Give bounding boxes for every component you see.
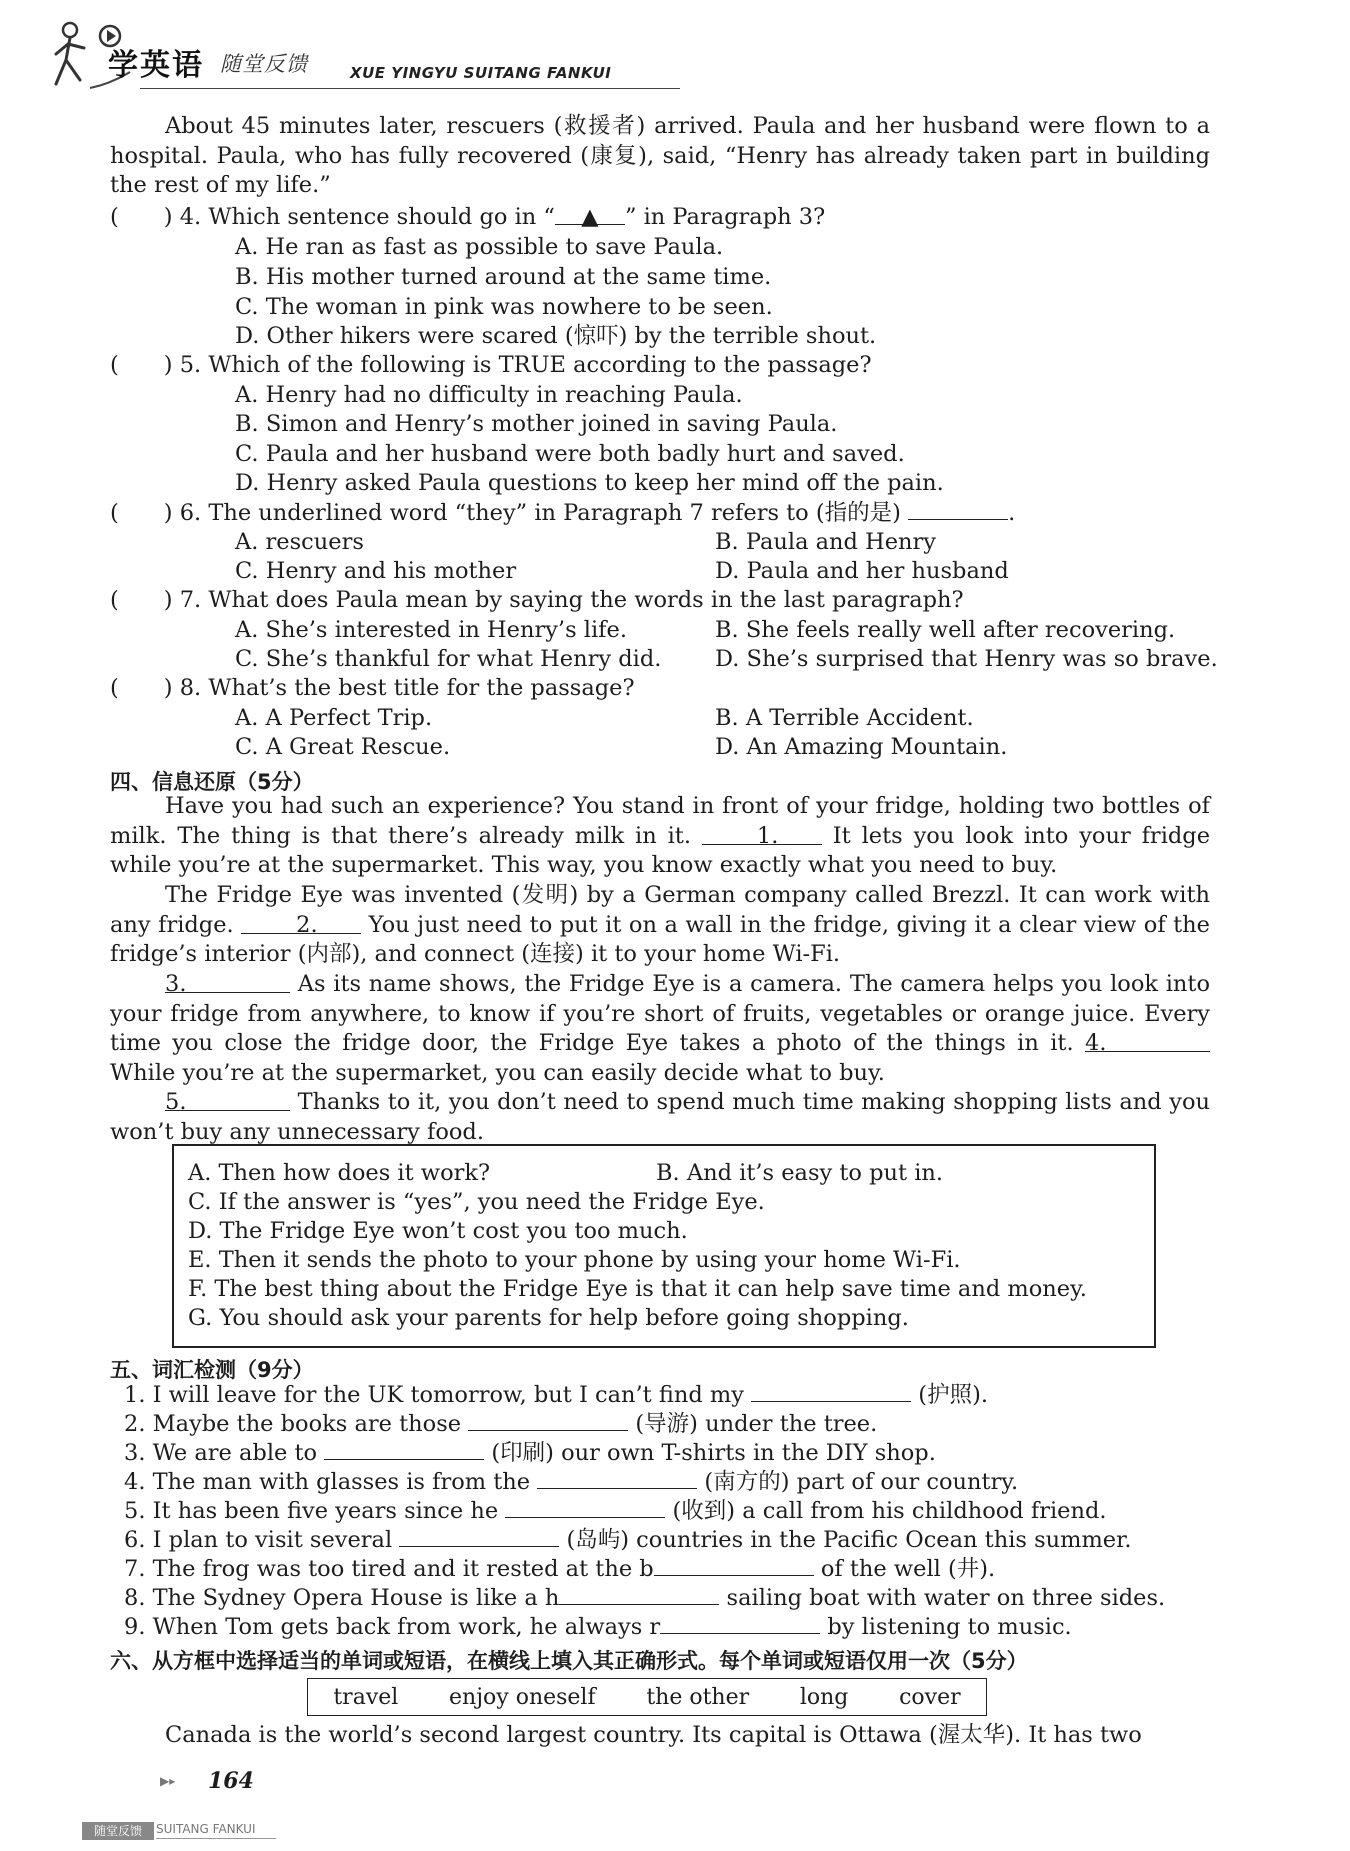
question-5: ( ) 5. Which of the following is TRUE according to the passage? bbox=[110, 352, 872, 378]
q4-option-d: D. Other hikers were scared (惊吓) by the terrible shout. bbox=[235, 323, 877, 349]
reading-paragraph: About 45 minutes later, rescuers (救援者) arrived. Paula and her husband were flown to a hospital. Paula, who has fully recovered (康复), said, “Henry has already taken part in building the rest of my life.” bbox=[110, 113, 1210, 198]
vocab-1-text: 1. I will leave for the UK tomorrow, but I can’t find my bbox=[124, 1382, 744, 1408]
vocab-6-hint: (岛屿) countries in the Pacific Ocean this summer. bbox=[566, 1527, 1132, 1553]
vocab-blank[interactable] bbox=[751, 1379, 911, 1402]
page-header bbox=[50, 14, 650, 94]
word-bank-item: long bbox=[799, 1684, 849, 1710]
blank-1[interactable] bbox=[702, 822, 822, 849]
blank-1-number: 1. bbox=[756, 822, 779, 849]
option-c: C. If the answer is “yes”, you need the Fridge Eye. bbox=[188, 1189, 765, 1215]
vocab-8-text: 8. The Sydney Opera House is like a h bbox=[124, 1585, 560, 1611]
blank-5[interactable] bbox=[165, 1088, 290, 1115]
question-4-marker bbox=[555, 202, 625, 230]
footer-english: SUITANG FANKUI bbox=[156, 1822, 256, 1836]
blank-4-number: 4. bbox=[1085, 1030, 1107, 1056]
vocab-item-4 bbox=[124, 1466, 1018, 1497]
vocab-blank[interactable] bbox=[468, 1408, 628, 1431]
word-bank-item: travel bbox=[333, 1684, 399, 1710]
header-subtitle: 随堂反馈 bbox=[220, 52, 308, 76]
vocab-3-hint: (印刷) our own T-shirts in the DIY shop. bbox=[491, 1440, 936, 1466]
vocab-7-text: 7. The frog was too tired and it rested at the b bbox=[124, 1556, 654, 1582]
vocab-blank[interactable] bbox=[559, 1582, 719, 1605]
vocab-9-hint: by listening to music. bbox=[827, 1614, 1072, 1640]
section-4-paragraph-2 bbox=[110, 881, 1210, 970]
question-6: ( ) 6. The underlined word “they” in Paragraph 7 refers to (指的是) . bbox=[110, 497, 1015, 528]
vocab-item-9 bbox=[124, 1611, 1072, 1642]
p3-text: As its name shows, the Fridge Eye is a camera. The camera helps you look into your fridge from anywhere, to know if you’re short of fruits, vegetables or orange juice. Every time you close the fridge door, the Fridge Eye takes a photo of the things in it. bbox=[110, 971, 1210, 1056]
section-4-paragraph-1 bbox=[110, 792, 1210, 881]
vocab-blank[interactable] bbox=[654, 1553, 814, 1576]
word-bank-item: cover bbox=[899, 1684, 961, 1710]
blank-5-number: 5. bbox=[165, 1089, 187, 1115]
q7-option-c: C. She’s thankful for what Henry did. bbox=[235, 646, 662, 672]
blank-3-number: 3. bbox=[165, 971, 187, 997]
vocab-2-text: 2. Maybe the books are those bbox=[124, 1411, 462, 1437]
q8-option-a: A. A Perfect Trip. bbox=[235, 705, 433, 731]
word-bank-item: the other bbox=[646, 1684, 750, 1710]
triangle-icon: ▲ bbox=[581, 204, 599, 230]
vocab-9-text: 9. When Tom gets back from work, he always r bbox=[124, 1614, 661, 1640]
vocab-item-8 bbox=[124, 1582, 1165, 1613]
q5-option-c: C. Paula and her husband were both badly hurt and saved. bbox=[235, 441, 905, 467]
q7-option-d: D. She’s surprised that Henry was so brave. bbox=[715, 646, 1218, 672]
option-a: A. Then how does it work? bbox=[188, 1160, 491, 1186]
p2-text-b: You just need to put it on a wall in the fridge, giving it a clear view of the fridge’s interior (内部), and connect (连接) it to your home Wi-Fi. bbox=[110, 911, 1210, 967]
blank-4[interactable] bbox=[1085, 1029, 1210, 1056]
section-6-passage: Canada is the world’s second largest country. Its capital is Ottawa (渥太华). It has two bbox=[165, 1722, 1142, 1748]
vocab-item-6 bbox=[124, 1524, 1132, 1555]
option-d: D. The Fridge Eye won’t cost you too much. bbox=[188, 1218, 688, 1244]
page-arrow-icon: ▶▸ bbox=[160, 1774, 176, 1788]
footer-rule bbox=[156, 1838, 276, 1839]
header-title: 学英语 bbox=[108, 48, 204, 83]
option-e: E. Then it sends the photo to your phone by using your home Wi-Fi. bbox=[188, 1247, 961, 1273]
vocab-4-text: 4. The man with glasses is from the bbox=[124, 1469, 531, 1495]
vocab-item-3 bbox=[124, 1437, 936, 1468]
answer-blank[interactable] bbox=[908, 497, 1008, 520]
vocab-7-hint: of the well (井). bbox=[820, 1556, 996, 1582]
header-rule bbox=[140, 88, 680, 89]
q7-option-b: B. She feels really well after recovering. bbox=[715, 617, 1176, 643]
q6-option-b: B. Paula and Henry bbox=[715, 529, 936, 555]
section-6-heading: 六、从方框中选择适当的单词或短语，在横线上填入其正确形式。每个单词或短语仅用一次（5分） bbox=[110, 1649, 1028, 1673]
vocab-item-7 bbox=[124, 1553, 995, 1584]
section-5-heading: 五、词汇检测（9分） bbox=[110, 1358, 314, 1382]
vocab-3-text: 3. We are able to bbox=[124, 1440, 318, 1466]
option-f: F. The best thing about the Fridge Eye is that it can help save time and money. bbox=[188, 1276, 1087, 1302]
word-bank-box bbox=[307, 1678, 987, 1716]
option-g: G. You should ask your parents for help before going shopping. bbox=[188, 1305, 909, 1331]
question-4-stem-b: ” in Paragraph 3? bbox=[624, 204, 826, 230]
q4-option-b: B. His mother turned around at the same time. bbox=[235, 264, 772, 290]
section-4-paragraph-5 bbox=[110, 1088, 1210, 1147]
q6-option-d: D. Paula and her husband bbox=[715, 558, 1009, 584]
vocab-item-2 bbox=[124, 1408, 877, 1439]
q5-option-b: B. Simon and Henry’s mother joined in saving Paula. bbox=[235, 411, 838, 437]
q7-option-a: A. She’s interested in Henry’s life. bbox=[235, 617, 627, 643]
question-4 bbox=[110, 202, 825, 232]
p1-text-b: It lets you look into your fridge while you’re at the supermarket. This way, you know exactly what you need to buy. bbox=[110, 822, 1211, 878]
vocab-1-hint: (护照). bbox=[918, 1382, 989, 1408]
blank-2[interactable] bbox=[241, 911, 361, 938]
question-6-stem: ( ) 6. The underlined word “they” in Paragraph 7 refers to (指的是) bbox=[110, 500, 901, 526]
vocab-8-hint: sailing boat with water on three sides. bbox=[726, 1585, 1166, 1611]
q4-option-c: C. The woman in pink was nowhere to be seen. bbox=[235, 294, 773, 320]
p5-text: Thanks to it, you don’t need to spend much time making shopping lists and you won’t buy any unnecessary food. bbox=[110, 1089, 1210, 1145]
blank-3[interactable] bbox=[165, 970, 290, 997]
vocab-item-5 bbox=[124, 1495, 1107, 1526]
page-number: 164 bbox=[208, 1768, 254, 1794]
p2-text-a: The Fridge Eye was invented (发明) by a German company called Brezzl. It can work with any fridge. bbox=[110, 882, 1210, 938]
q8-option-c: C. A Great Rescue. bbox=[235, 734, 451, 760]
blank-2-number: 2. bbox=[296, 911, 318, 938]
vocab-blank[interactable] bbox=[505, 1495, 665, 1518]
word-bank-item: enjoy oneself bbox=[449, 1684, 596, 1710]
vocab-2-hint: (导游) under the tree. bbox=[635, 1411, 878, 1437]
question-8: ( ) 8. What’s the best title for the passage? bbox=[110, 675, 635, 701]
section-4-paragraph-3 bbox=[110, 970, 1210, 1088]
vocab-5-hint: (收到) a call from his childhood friend. bbox=[672, 1498, 1107, 1524]
p1-text-a: Have you had such an experience? You stand in front of your fridge, holding two bottles of milk. The thing is that there’s already milk in it. bbox=[110, 793, 1210, 849]
q6-option-a: A. rescuers bbox=[235, 529, 364, 555]
option-b: B. And it’s easy to put in. bbox=[656, 1160, 944, 1186]
p4-text: While you’re at the supermarket, you can easily decide what to buy. bbox=[110, 1059, 885, 1086]
vocab-5-text: 5. It has been five years since he bbox=[124, 1498, 499, 1524]
vocab-6-text: 6. I plan to visit several bbox=[124, 1527, 393, 1553]
question-4-stem-a: ( ) 4. Which sentence should go in “ bbox=[110, 204, 555, 230]
vocab-blank[interactable] bbox=[324, 1437, 484, 1460]
section-4-heading: 四、信息还原（5分） bbox=[110, 770, 314, 794]
q8-option-b: B. A Terrible Accident. bbox=[715, 705, 974, 731]
vocab-blank[interactable] bbox=[399, 1524, 559, 1547]
vocab-blank[interactable] bbox=[660, 1611, 820, 1634]
q6-option-c: C. Henry and his mother bbox=[235, 558, 517, 584]
footer-badge: 随堂反馈 bbox=[82, 1822, 154, 1840]
options-box bbox=[172, 1144, 1156, 1348]
q5-option-d: D. Henry asked Paula questions to keep her mind off the pain. bbox=[235, 470, 944, 496]
q4-option-a: A. He ran as fast as possible to save Paula. bbox=[235, 234, 724, 260]
header-english: XUE YINGYU SUITANG FANKUI bbox=[350, 64, 612, 82]
vocab-4-hint: (南方的) part of our country. bbox=[704, 1469, 1019, 1495]
q5-option-a: A. Henry had no difficulty in reaching Paula. bbox=[235, 382, 743, 408]
vocab-blank[interactable] bbox=[537, 1466, 697, 1489]
question-7: ( ) 7. What does Paula mean by saying the words in the last paragraph? bbox=[110, 587, 964, 613]
vocab-item-1 bbox=[124, 1379, 988, 1410]
q8-option-d: D. An Amazing Mountain. bbox=[715, 734, 1008, 760]
